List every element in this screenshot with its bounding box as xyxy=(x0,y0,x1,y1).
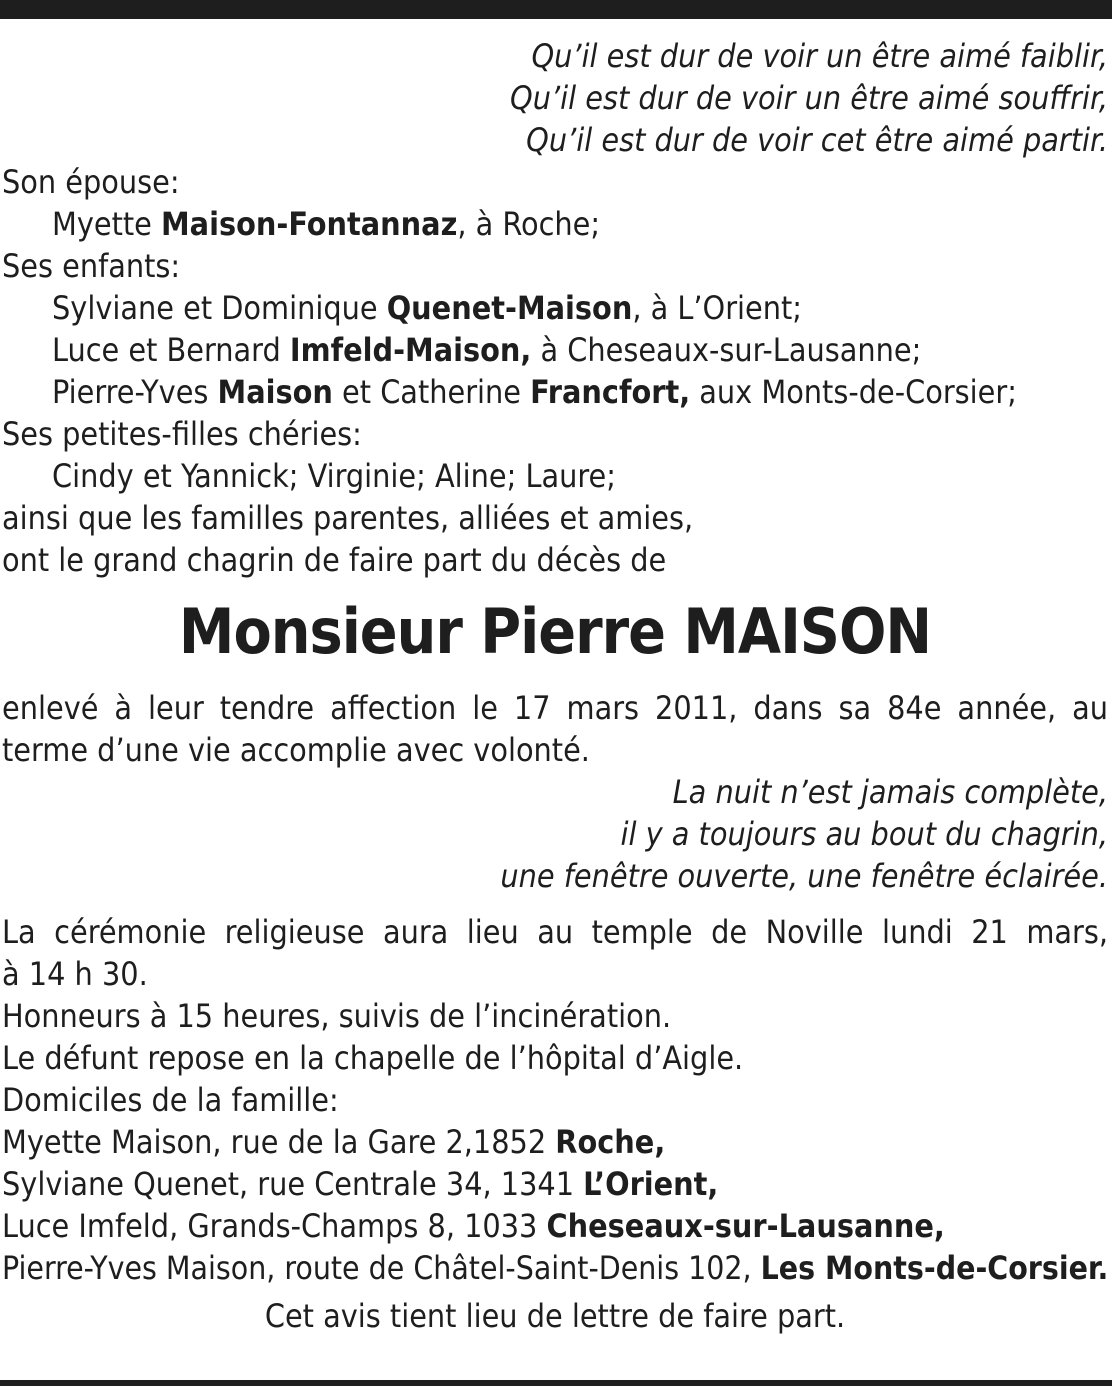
poem-line: une fenêtre ouverte, une fenêtre éclairée. xyxy=(500,857,1108,895)
rest-line: Le défunt repose en la chapelle de l’hôpital d’Aigle. xyxy=(2,1039,744,1077)
death-line: enlevé à leur tendre affection le 17 mars 2011, dans sa 84e année, au xyxy=(2,689,1108,727)
poem-line: Qu’il est dur de voir un être aimé faiblir, xyxy=(531,37,1108,75)
spouse-line: Myette Maison-Fontannaz, à Roche; xyxy=(52,205,601,243)
ceremony-line: La cérémonie religieuse aura lieu au temple de Noville lundi 21 mars, xyxy=(2,913,1108,951)
children-heading: Ses enfants: xyxy=(2,247,181,285)
obituary-notice xyxy=(2,35,1108,1337)
child-line: Luce et Bernard Imfeld-Maison, à Cheseaux-sur-Lausanne; xyxy=(52,331,922,369)
footer-note: Cet avis tient lieu de lettre de faire part. xyxy=(264,1297,846,1335)
ceremony-time: à 14 h 30. xyxy=(2,955,148,993)
spouse-heading: Son épouse: xyxy=(2,163,180,201)
death-line: terme d’une vie accomplie avec volonté. xyxy=(2,731,590,769)
address-line: Sylviane Quenet, rue Centrale 34, 1341 L’Orient, xyxy=(2,1165,719,1203)
address-line: Luce Imfeld, Grands-Champs 8, 1033 Cheseaux-sur-Lausanne, xyxy=(2,1207,945,1245)
opening-poem xyxy=(2,35,1108,161)
bottom-rule xyxy=(0,1380,1112,1386)
announce-line: ont le grand chagrin de faire part du décès de xyxy=(2,541,667,579)
poem-line: La nuit n’est jamais complète, xyxy=(672,773,1108,811)
granddaughters-heading: Ses petites-filles chéries: xyxy=(2,415,362,453)
granddaughters-names: Cindy et Yannick; Virginie; Aline; Laure; xyxy=(52,457,616,495)
honors-line: Honneurs à 15 heures, suivis de l’incinération. xyxy=(2,997,672,1035)
address-line: Myette Maison, rue de la Gare 2,1852 Roche, xyxy=(2,1123,666,1161)
poem-line: Qu’il est dur de voir cet être aimé partir. xyxy=(526,121,1108,159)
domiciles-heading: Domiciles de la famille: xyxy=(2,1081,339,1119)
families-line: ainsi que les familles parentes, alliées et amies, xyxy=(2,499,694,537)
closing-poem xyxy=(2,771,1108,897)
top-rule xyxy=(0,0,1112,19)
child-line: Pierre-Yves Maison et Catherine Francfort, aux Monts-de-Corsier; xyxy=(52,373,1017,411)
address-line: Pierre-Yves Maison, route de Châtel-Saint-Denis 102, Les Monts-de-Corsier. xyxy=(2,1249,1109,1287)
deceased-name: Monsieur Pierre MAISON xyxy=(178,595,932,668)
poem-line: Qu’il est dur de voir un être aimé souffrir, xyxy=(510,79,1108,117)
poem-line: il y a toujours au bout du chagrin, xyxy=(620,815,1108,853)
child-line: Sylviane et Dominique Quenet-Maison, à L’Orient; xyxy=(52,289,802,327)
